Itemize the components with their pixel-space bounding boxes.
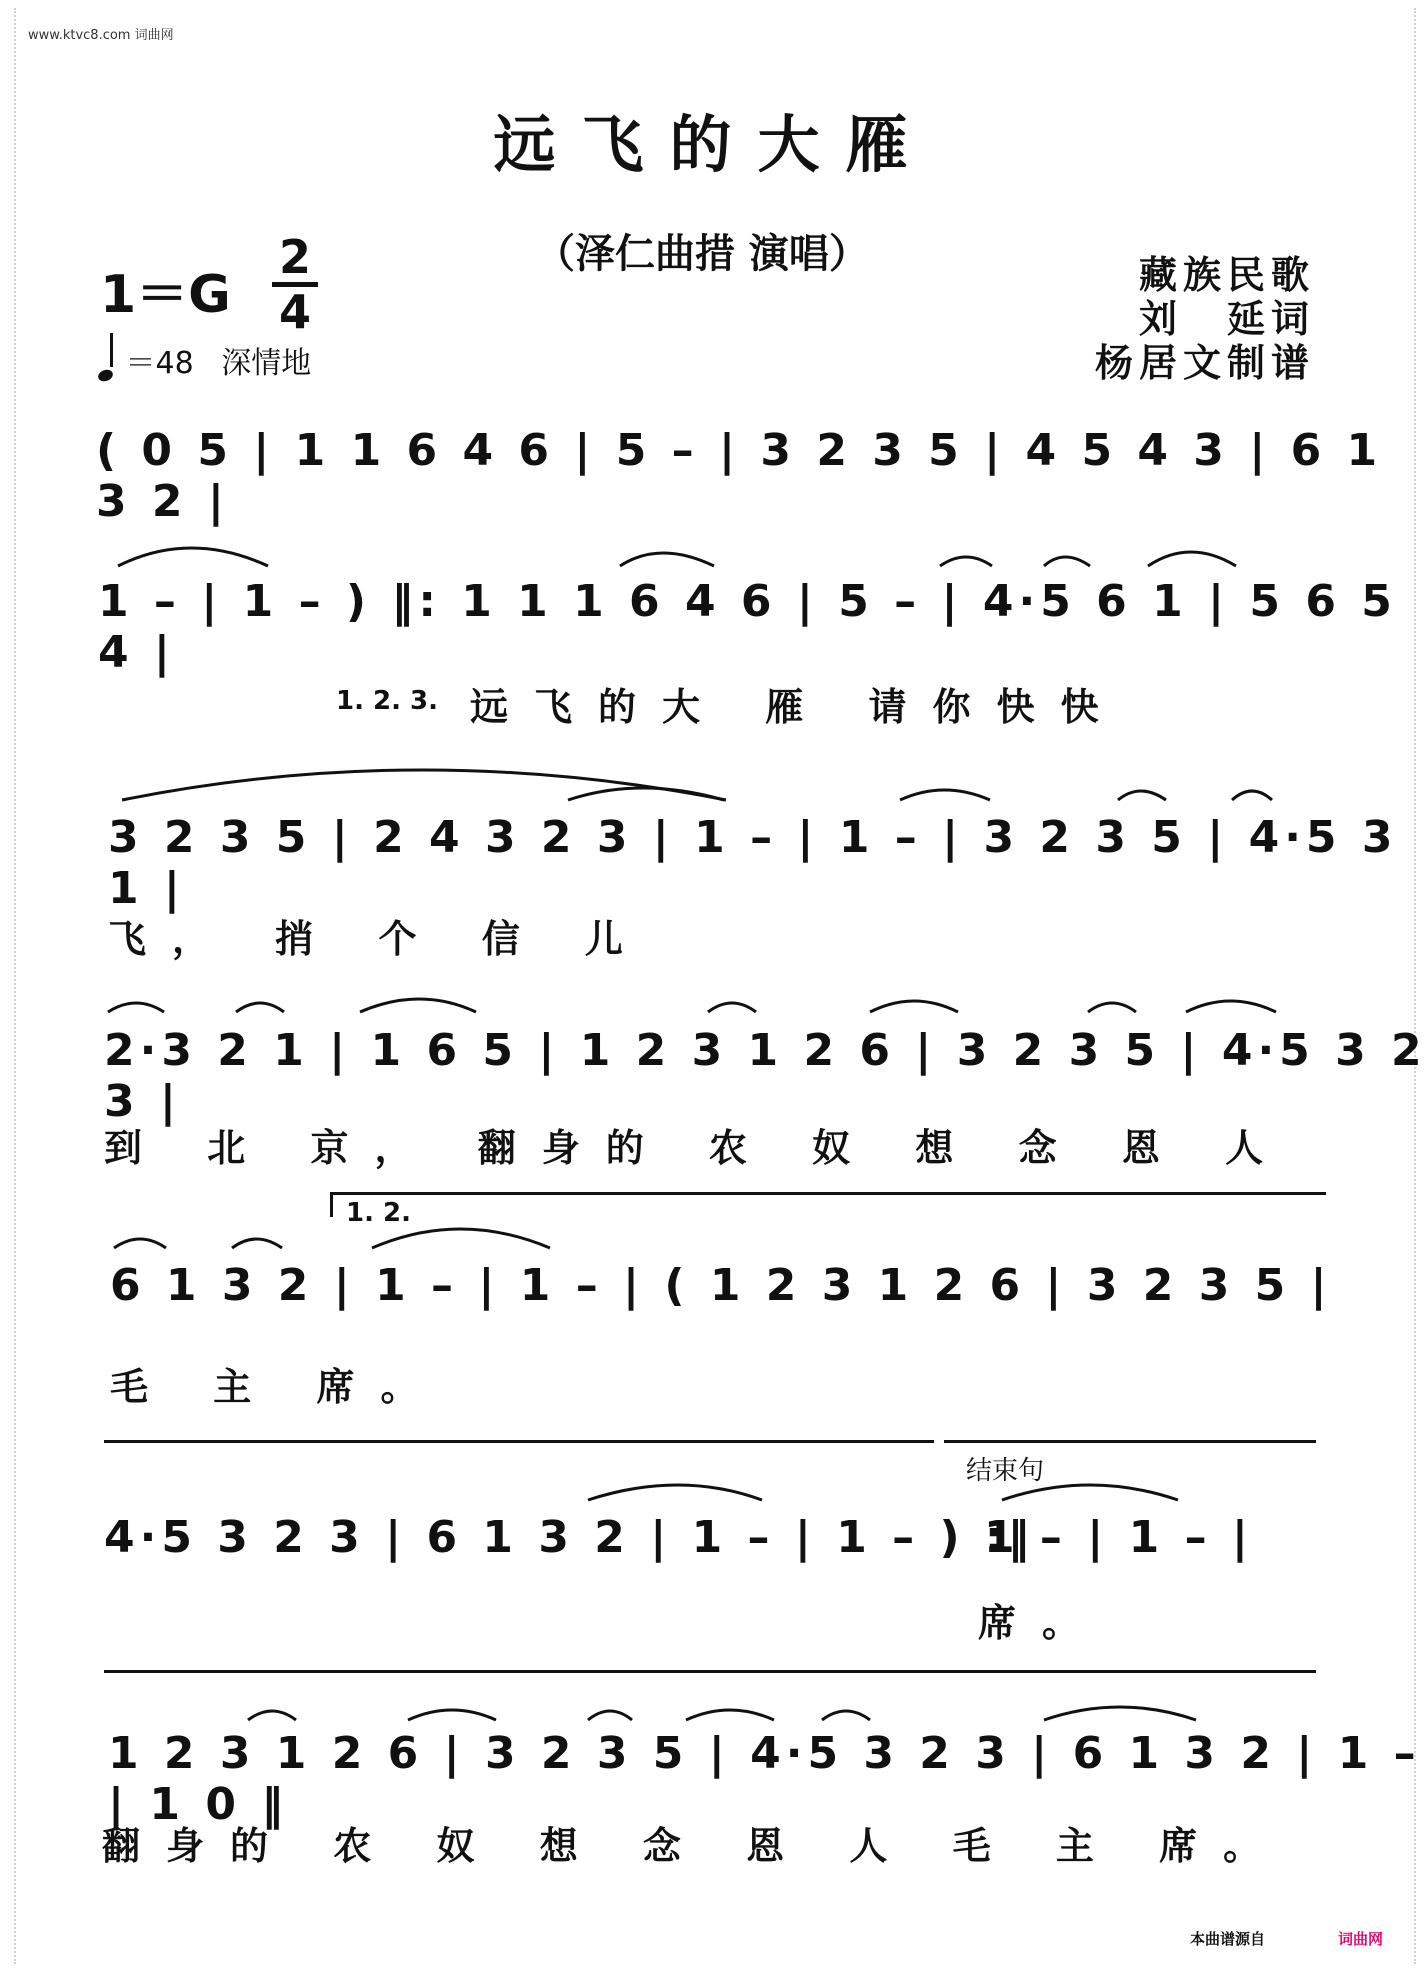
lyrics-row-5: 毛 主 席。 bbox=[110, 1365, 445, 1409]
slur-arc bbox=[870, 1001, 958, 1012]
volta-label: 1. 2. bbox=[346, 1198, 411, 1228]
tie-arc bbox=[118, 548, 268, 566]
slur-arc bbox=[900, 790, 990, 800]
slur-arc bbox=[232, 1239, 282, 1248]
lyrics-row-2: 远飞的大 雁 请你快快 bbox=[470, 685, 1125, 729]
lyrics-row-4: 到 北 京， 翻身的 农 奴 想 念 恩 人 bbox=[104, 1126, 1290, 1170]
song-subtitle: （泽仁曲措 演唱） bbox=[535, 230, 869, 277]
score-row-4: 2·3 2 1 | 1 6 5 | 1 2 3 1 2 6 | 3 2 3 5 | 4·5 3 2 3 | bbox=[104, 1025, 1427, 1127]
tie-arc bbox=[588, 1485, 762, 1500]
arranger-credit: 杨居文制谱 bbox=[1094, 340, 1315, 385]
slur-arc bbox=[114, 1239, 166, 1248]
ending-label: 结束句 bbox=[966, 1456, 1045, 1486]
origin-credit: 藏族民歌 bbox=[1138, 252, 1315, 297]
score-row-6-ending: 1 – | 1 – | bbox=[984, 1512, 1253, 1563]
footer-source: 本曲谱源自 bbox=[1190, 1930, 1266, 1948]
key-signature: 1＝G bbox=[100, 265, 231, 325]
slur-arc bbox=[1044, 557, 1090, 566]
slur-arc bbox=[588, 1711, 632, 1720]
score-row-5: 6 1 3 2 | 1 – | 1 – | ( 1 2 3 1 2 6 | 3 2 3 5 | bbox=[110, 1260, 1332, 1311]
lyricist-credit: 刘 延词 bbox=[1138, 296, 1315, 341]
score-row-7: 1 2 3 1 2 6 | 3 2 3 5 | 4·5 3 2 3 | 6 1 3 2 | 1 – | 1 0 ‖ bbox=[108, 1728, 1421, 1830]
slur-arc bbox=[940, 557, 992, 566]
slur-arc bbox=[1232, 791, 1272, 800]
footer-brand[interactable]: 词曲网 bbox=[1338, 1930, 1384, 1948]
slur-arc bbox=[1088, 1003, 1136, 1012]
slur-arc bbox=[1148, 552, 1236, 566]
lyrics-row-6: 席。 bbox=[978, 1601, 1107, 1645]
time-top: 2 bbox=[278, 230, 311, 284]
tie-arc bbox=[568, 788, 724, 800]
tie-arc bbox=[1044, 1707, 1196, 1720]
song-title: 远飞的大雁 bbox=[493, 108, 934, 181]
tempo-value: ＝48 bbox=[125, 346, 194, 381]
lyrics-row-7: 翻身的 农 奴 想 念 恩 人 毛 主 席。 bbox=[102, 1824, 1288, 1868]
slur-arc bbox=[822, 1711, 870, 1720]
slur-arc bbox=[248, 1711, 296, 1720]
slur-arc bbox=[236, 1003, 284, 1012]
slur-arc bbox=[408, 1710, 496, 1720]
site-url[interactable]: www.ktvc8.com 词曲网 bbox=[28, 28, 174, 43]
slur-arc bbox=[122, 770, 726, 800]
lyrics-row-3: 飞， 捎 个 信 儿 bbox=[108, 917, 649, 961]
score-row-3: 3 2 3 5 | 2 4 3 2 3 | 1 – | 1 – | 3 2 3 5 | 4·5 3 1 | bbox=[108, 812, 1398, 914]
score-row-6: 4·5 3 2 3 | 6 1 3 2 | 1 – | 1 – ) :‖ bbox=[104, 1512, 1035, 1563]
tie-arc bbox=[372, 1229, 550, 1248]
tie-arc bbox=[1002, 1485, 1178, 1500]
score-row-2: 1 – | 1 – ) ‖: 1 1 1 6 4 6 | 5 – | 4·5 6 1 | 5 6 5 4 | bbox=[98, 576, 1397, 678]
expression-mark: 深情地 bbox=[221, 346, 312, 381]
slur-arc bbox=[360, 999, 476, 1012]
time-bottom: 4 bbox=[278, 285, 311, 339]
slur-arc bbox=[708, 1003, 756, 1012]
slur-arc bbox=[686, 1710, 774, 1720]
slur-arc bbox=[108, 1003, 164, 1012]
slur-arc bbox=[1186, 1001, 1276, 1012]
slur-arc bbox=[1118, 791, 1166, 800]
score-row-1: ( 0 5 | 1 1 6 4 6 | 5 – | 3 2 3 5 | 4 5 4 3 | 6 1 3 2 | bbox=[96, 425, 1383, 527]
tie-arc bbox=[620, 553, 714, 566]
verse-numbers: 1. 2. 3. bbox=[336, 686, 439, 716]
